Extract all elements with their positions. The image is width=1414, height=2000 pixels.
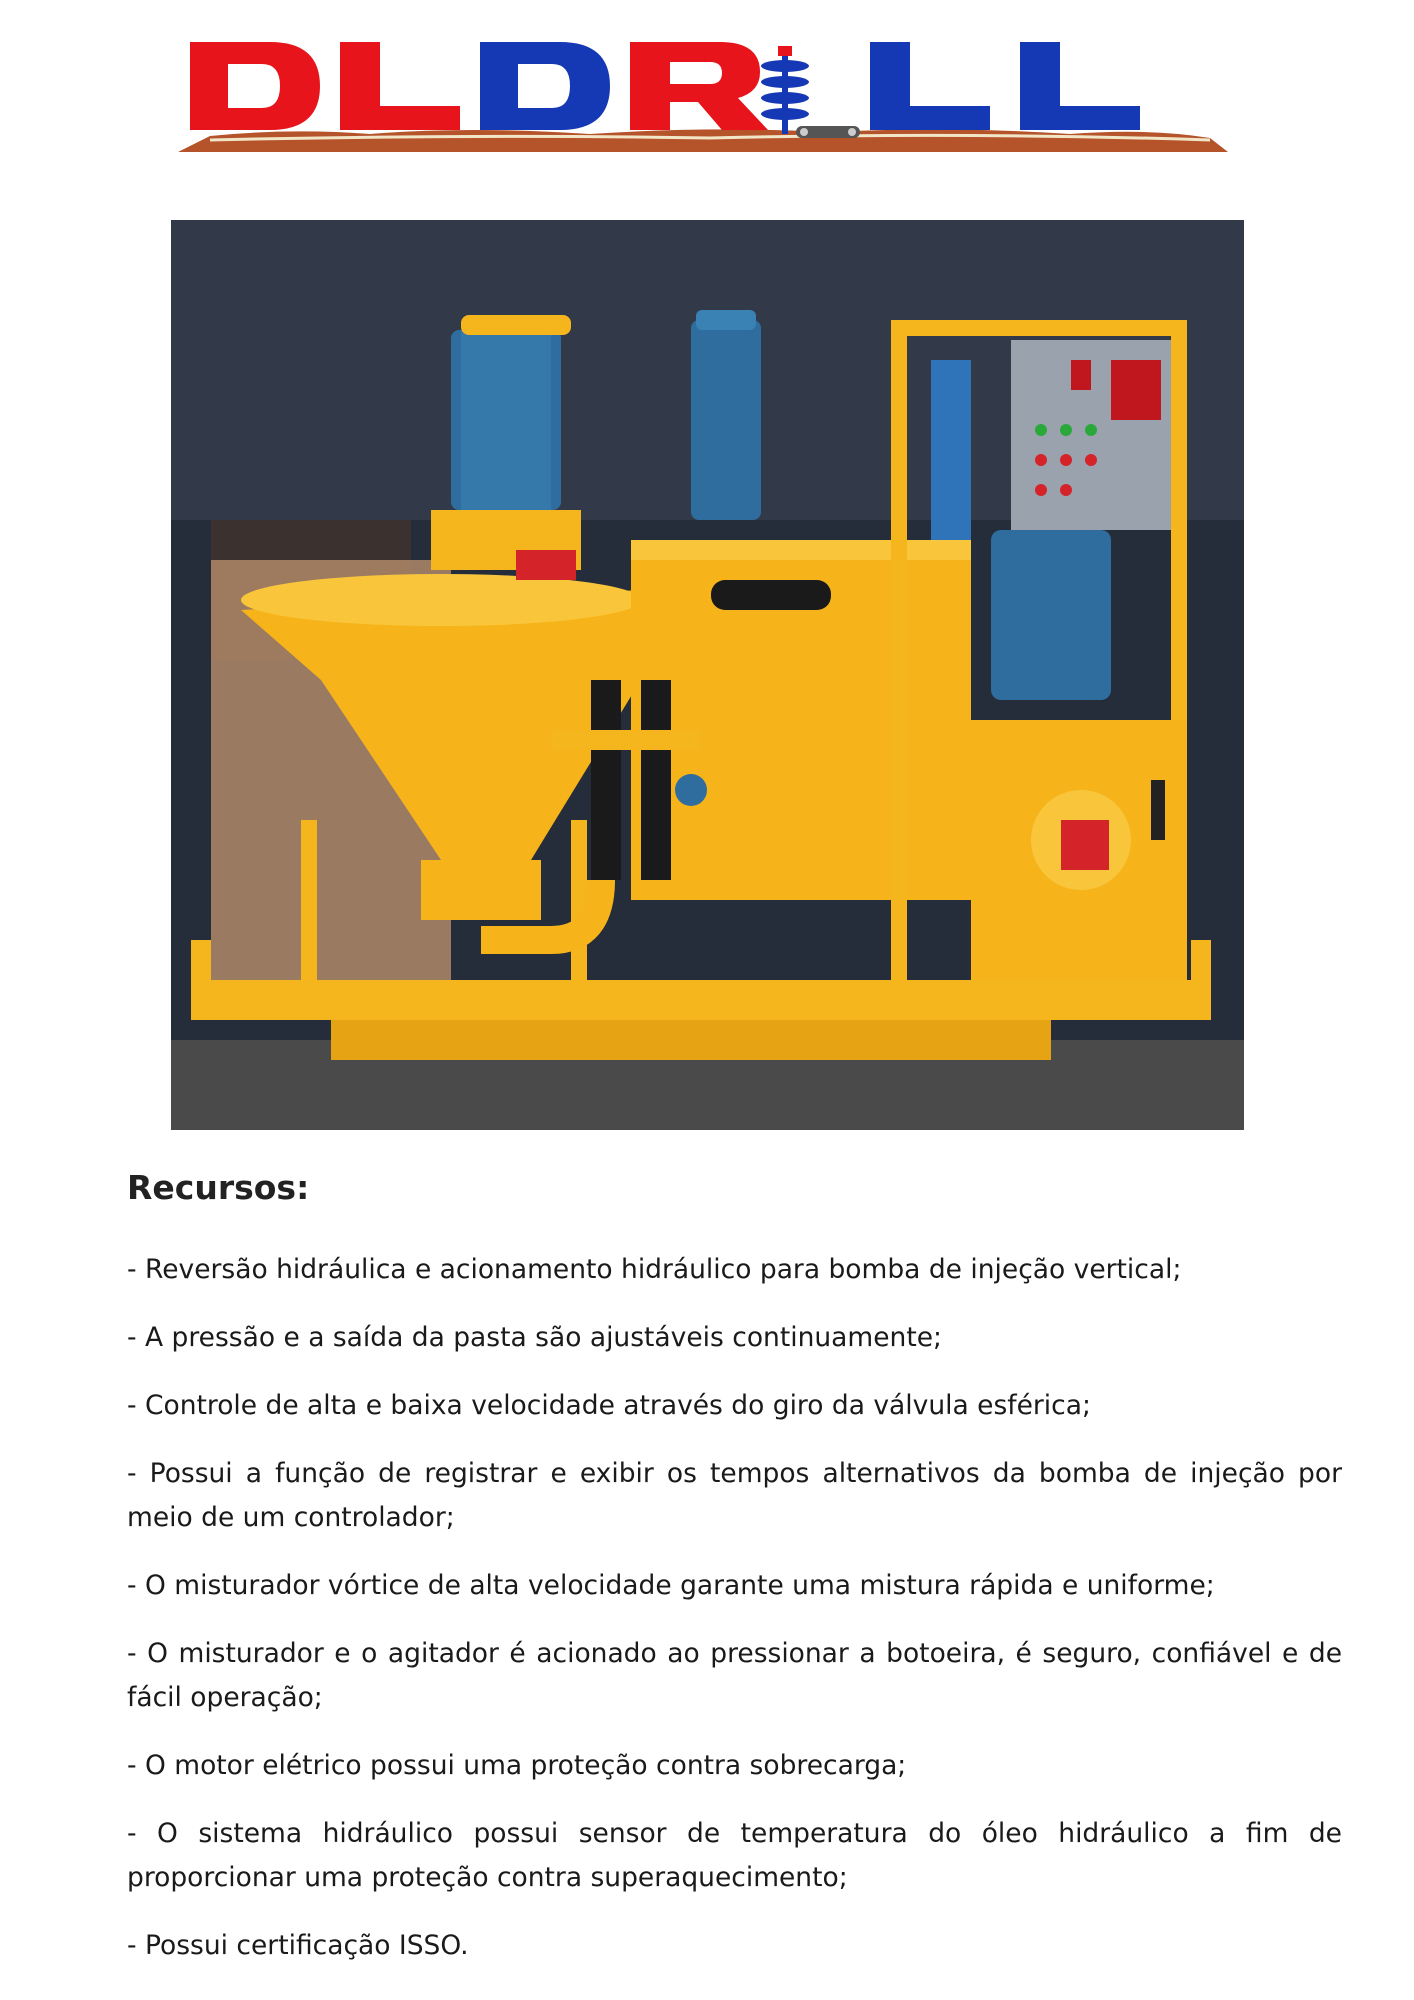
feature-item: - O misturador e o agitador é acionado ao pressionar a botoeira, é seguro, confiável e de fácil operação; [127, 1638, 1342, 1713]
feature-item: - Controle de alta e baixa velocidade através do giro da válvula esférica; [127, 1390, 1091, 1421]
feature-item: - Possui certificação ISSO. [127, 1930, 469, 1961]
feature-item: - O misturador vórtice de alta velocidade garante uma mistura rápida e uniforme; [127, 1570, 1215, 1601]
feature-item: - A pressão e a saída da pasta são ajustáveis continuamente; [127, 1322, 942, 1353]
features-heading: Recursos: [127, 1168, 310, 1207]
feature-item: - O sistema hidráulico possui sensor de temperatura do óleo hidráulico a fim de proporcionar uma proteção contra superaquecimento; [127, 1818, 1342, 1893]
features-list [127, 1248, 1342, 1992]
grout-machine-photo [171, 220, 1244, 1130]
dldrill-logo [170, 30, 1235, 160]
feature-item: - Possui a função de registrar e exibir os tempos alternativos da bomba de injeção por meio de um controlador; [127, 1458, 1342, 1533]
feature-item: - O motor elétrico possui uma proteção contra sobrecarga; [127, 1750, 907, 1781]
feature-item: - Reversão hidráulica e acionamento hidráulico para bomba de injeção vertical; [127, 1254, 1182, 1285]
